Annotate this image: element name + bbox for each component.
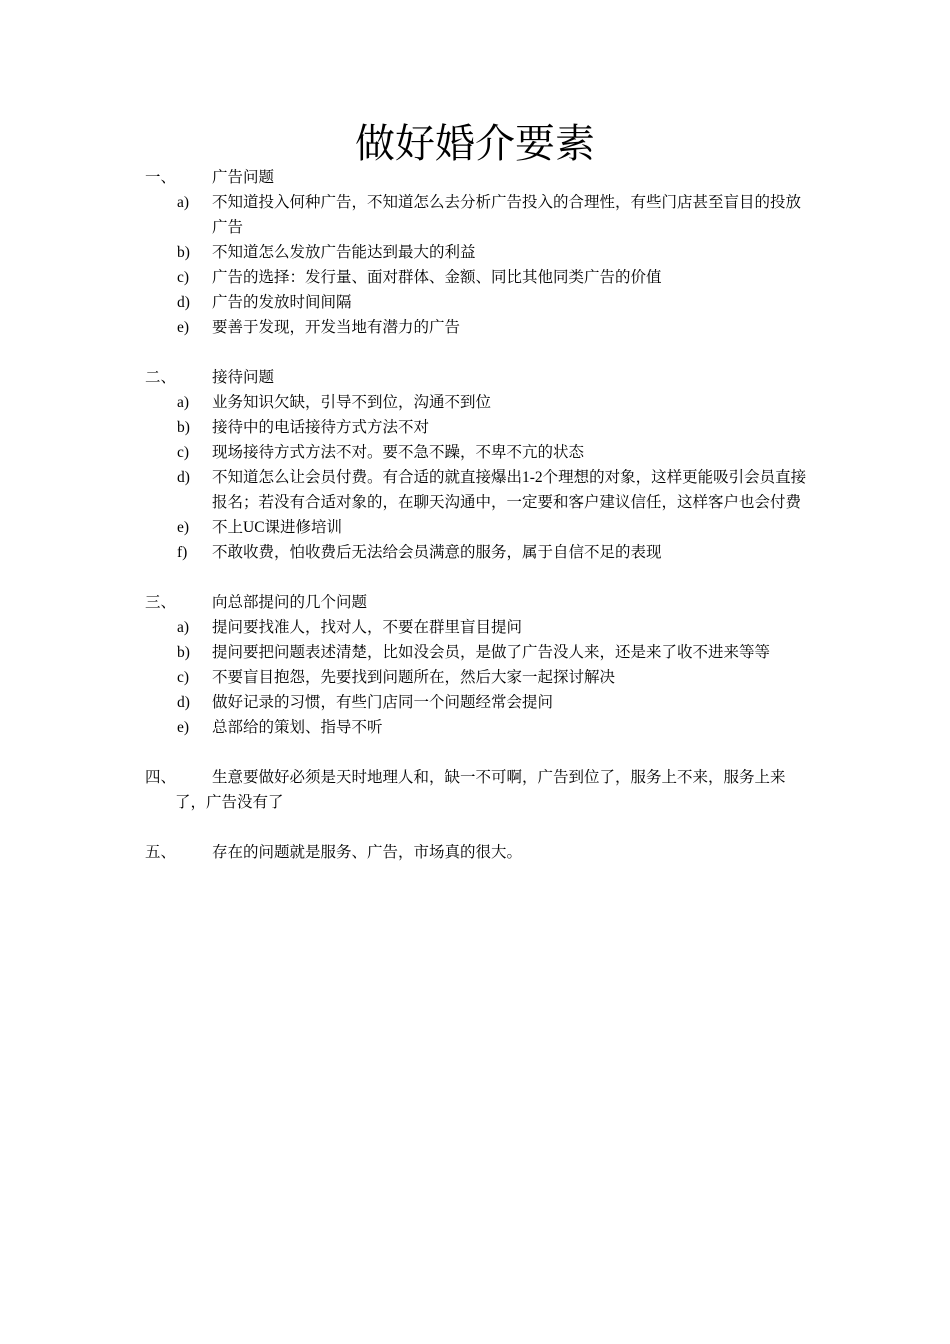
section-number: 四、 (145, 769, 177, 786)
section-heading-text: 生意要做好必须是天时地理人和，缺一不可啊，广告到位了，服务上不来，服务上来了，广告没有了 (175, 769, 786, 811)
section-number: 三、 (145, 594, 177, 611)
item-letter: e) (177, 719, 190, 736)
item-letter: c) (177, 444, 190, 461)
list-item (145, 465, 810, 515)
item-text: 提问要把问题表述清楚，比如没会员，是做了广告没人来，还是来了收不进来等等 (212, 644, 771, 661)
list-item (145, 440, 810, 465)
section-heading-text: 广告问题 (212, 169, 275, 186)
item-letter: e) (177, 519, 190, 536)
document-body (145, 165, 810, 865)
item-text: 现场接待方式方法不对。要不急不躁，不卑不亢的状态 (212, 444, 585, 461)
list-item (145, 515, 810, 540)
list-item (145, 265, 810, 290)
list-item (145, 690, 810, 715)
item-text: 业务知识欠缺，引导不到位，沟通不到位 (212, 394, 492, 411)
section-heading (145, 365, 810, 390)
item-text: 不知道投入何种广告，不知道怎么去分析广告投入的合理性，有些门店甚至盲目的投放广告 (212, 194, 802, 236)
item-letter: d) (177, 294, 190, 311)
item-text: 提问要找准人，找对人，不要在群里盲目提问 (212, 619, 523, 636)
item-list (145, 615, 810, 740)
item-letter: b) (177, 419, 190, 436)
item-letter: b) (177, 644, 190, 661)
item-text: 做好记录的习惯，有些门店同一个问题经常会提问 (212, 694, 554, 711)
list-item (145, 640, 810, 665)
section-heading-text: 向总部提问的几个问题 (212, 594, 368, 611)
item-letter: c) (177, 269, 190, 286)
section-heading-text: 接待问题 (212, 369, 275, 386)
section-4 (145, 765, 810, 815)
item-text: 不知道怎么让会员付费。有合适的就直接爆出1-2个理想的对象，这样更能吸引会员直接报名；若没有合适对象的，在聊天沟通中，一定要和客户建议信任，这样客户也会付费 (212, 469, 807, 511)
list-item (145, 615, 810, 640)
section-heading (145, 165, 810, 190)
item-text: 不知道怎么发放广告能达到最大的利益 (212, 244, 476, 261)
item-text: 不要盲目抱怨，先要找到问题所在，然后大家一起探讨解决 (212, 669, 616, 686)
section-number: 五、 (145, 844, 177, 861)
list-item (145, 715, 810, 740)
item-letter: a) (177, 619, 190, 636)
item-text: 不敢收费，怕收费后无法给会员满意的服务，属于自信不足的表现 (212, 544, 662, 561)
item-letter: d) (177, 694, 190, 711)
list-item (145, 315, 810, 340)
item-text: 广告的选择：发行量、面对群体、金额、同比其他同类广告的价值 (212, 269, 662, 286)
section-5 (145, 840, 810, 865)
item-text: 接待中的电话接待方式方法不对 (212, 419, 430, 436)
item-text: 要善于发现，开发当地有潜力的广告 (212, 319, 461, 336)
item-list (145, 390, 810, 565)
list-item (145, 390, 810, 415)
item-letter: c) (177, 669, 190, 686)
item-letter: d) (177, 469, 190, 486)
item-text: 总部给的策划、指导不听 (212, 719, 383, 736)
item-text: 不上UC课进修培训 (212, 519, 343, 536)
section-1 (145, 165, 810, 340)
list-item (145, 415, 810, 440)
item-letter: a) (177, 394, 190, 411)
item-text: 广告的发放时间间隔 (212, 294, 352, 311)
item-letter: e) (177, 319, 190, 336)
section-3 (145, 590, 810, 740)
section-2 (145, 365, 810, 565)
list-item (145, 665, 810, 690)
section-heading (145, 765, 810, 815)
item-letter: b) (177, 244, 190, 261)
list-item (145, 240, 810, 265)
list-item (145, 190, 810, 240)
list-item (145, 290, 810, 315)
document-title: 做好婚介要素 (355, 121, 595, 167)
section-number: 一、 (145, 169, 177, 186)
section-heading-text: 存在的问题就是服务、广告，市场真的很大。 (212, 844, 523, 861)
section-number: 二、 (145, 369, 177, 386)
section-heading (145, 840, 810, 865)
section-heading (145, 590, 810, 615)
item-list (145, 190, 810, 340)
item-letter: f) (177, 544, 188, 561)
item-letter: a) (177, 194, 190, 211)
list-item (145, 540, 810, 565)
